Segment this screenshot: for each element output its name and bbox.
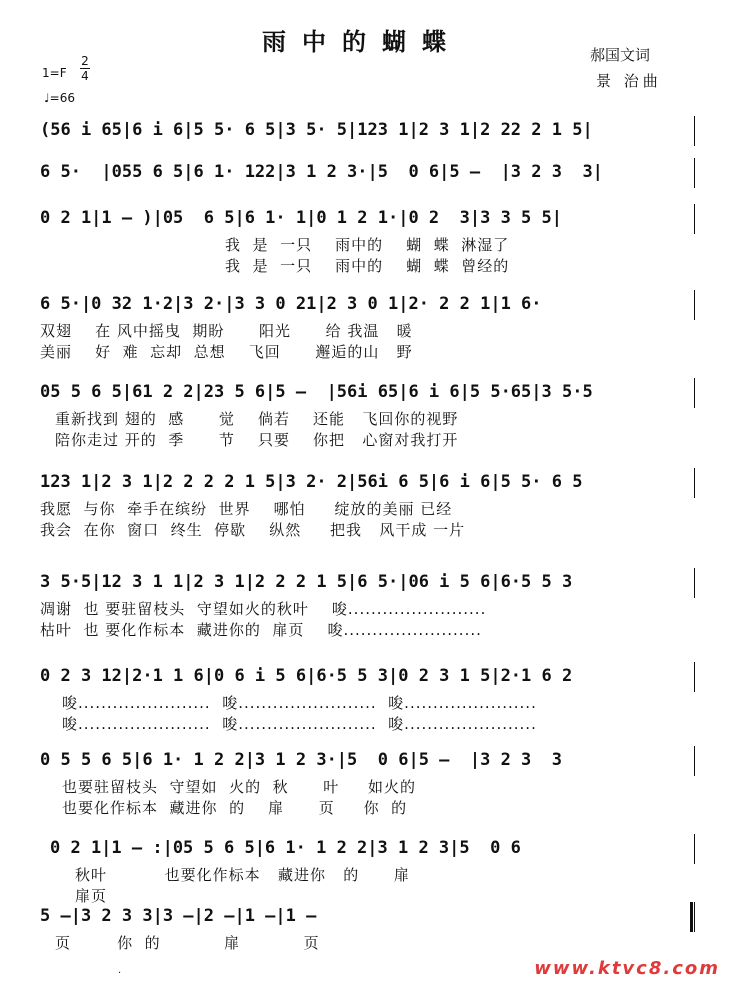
site-watermark: www.ktvc8.com (534, 958, 720, 979)
notation-line (0, 380, 730, 408)
lyric-line: 我愿 与你 牵手在缤纷 世界 哪怕 绽放的美丽 已经 (40, 500, 453, 518)
lyric-line: 扉页 (75, 887, 108, 905)
page-title: 雨中的蝴蝶 (262, 28, 462, 56)
notation-line (0, 292, 730, 320)
notation-text: 05 5 6 5|61 2 2|23 5 6|5 – |56i 65|6 i 6|5 5·65|3 5·5 (40, 382, 593, 402)
key-signature: 1=F (42, 66, 67, 80)
notation-line (0, 836, 730, 864)
lyric-line: 唆....................... 唆........................ 唆....................... (62, 715, 537, 733)
barline (694, 378, 695, 408)
lyric-line: 也要驻留枝头 守望如 火的 秋 叶 如火的 (62, 778, 417, 796)
barline (694, 290, 695, 320)
notation-line (0, 206, 730, 234)
lyric-line: 重新找到 翅的 感 觉 倘若 还能 飞回你的视野 (55, 410, 459, 428)
notation-text: 0 2 1|1 – )|05 6 5|6 1· 1|0 1 2 1·|0 2 3|3 3 5 5| (40, 208, 562, 228)
lyric-line: 页 你 的 扉 页 (55, 934, 320, 952)
lyric-line: 唆....................... 唆........................ 唆....................... (62, 694, 537, 712)
lyric-line: 双翅 在 风中摇曳 期盼 阳光 给 我温 暖 (40, 322, 413, 340)
notation-text: 3 5·5|12 3 1 1|2 3 1|2 2 2 1 5|6 5·|06 i 5 6|6·5 5 3 (40, 572, 573, 592)
lyric-line: 我会 在你 窗口 终生 停歇 纵然 把我 风干成 一片 (40, 521, 466, 539)
notation-line (0, 470, 730, 498)
dot-mark: · (118, 968, 122, 979)
lyric-line: 陪你走过 开的 季 节 只要 你把 心窗对我打开 (55, 431, 459, 449)
lyric-line: 秋叶 也要化作标本 藏进你 的 扉 (75, 866, 410, 884)
lyric-line: 我 是 一只 雨中的 蝴 蝶 淋湿了 (225, 236, 510, 254)
notation-line (0, 904, 730, 932)
final-barline (690, 902, 693, 932)
notation-line (0, 570, 730, 598)
notation-text: (56 i 65|6 i 6|5 5· 6 5|3 5· 5|123 1|2 3 1|2 22 2 1 5| (40, 120, 593, 140)
barline (694, 116, 695, 146)
notation-line (0, 118, 730, 146)
barline (694, 746, 695, 776)
lyric-line: 凋谢 也 要驻留枝头 守望如火的秋叶 唆........................ (40, 600, 487, 618)
tempo-marking: ♩=66 (44, 91, 75, 105)
time-signature-bottom: 4 (81, 69, 89, 83)
notation-text: 5 –|3 2 3 3|3 –|2 –|1 –|1 – (40, 906, 317, 926)
notation-text: 0 2 3 12|2·1 1 6|0 6 i 5 6|6·5 5 3|0 2 3 1 5|2·1 6 2 (40, 666, 573, 686)
barline (694, 834, 695, 864)
notation-text: 123 1|2 3 1|2 2 2 2 1 5|3 2· 2|56i 6 5|6 i 6|5 5· 6 5 (40, 472, 583, 492)
notation-line (0, 160, 730, 188)
barline (694, 468, 695, 498)
lyric-line: 枯叶 也 要化作标本 藏进你的 扉页 唆........................ (40, 621, 482, 639)
barline (694, 204, 695, 234)
barline (694, 158, 695, 188)
lyric-line: 也要化作标本 藏进你 的 扉 页 你 的 (62, 799, 408, 817)
time-signature-top: 2 (81, 54, 89, 68)
barline (694, 662, 695, 692)
lyric-line: 我 是 一只 雨中的 蝴 蝶 曾经的 (225, 257, 510, 275)
barline (694, 902, 695, 932)
barline (694, 568, 695, 598)
notation-text: 0 5 5 6 5|6 1· 1 2 2|3 1 2 3·|5 0 6|5 – |3 2 3 3 (40, 750, 562, 770)
lyric-line: 美丽 好 难 忘却 总想 飞回 邂逅的山 野 (40, 343, 413, 361)
time-signature (80, 54, 90, 83)
notation-text: 6 5· |055 6 5|6 1· 122|3 1 2 3·|5 0 6|5 – |3 2 3 3| (40, 162, 603, 182)
notation-text: 6 5·|0 32 1·2|3 2·|3 3 0 21|2 3 0 1|2· 2 2 1|1 6· (40, 294, 542, 314)
lyricist-credit: 郝国文词 (590, 46, 651, 64)
notation-line (0, 748, 730, 776)
notation-line (0, 664, 730, 692)
notation-text: 0 2 1|1 – :|05 5 6 5|6 1· 1 2 2|3 1 2 3|5 0 6 (50, 838, 521, 858)
composer-credit: 景 治曲 (596, 72, 662, 90)
